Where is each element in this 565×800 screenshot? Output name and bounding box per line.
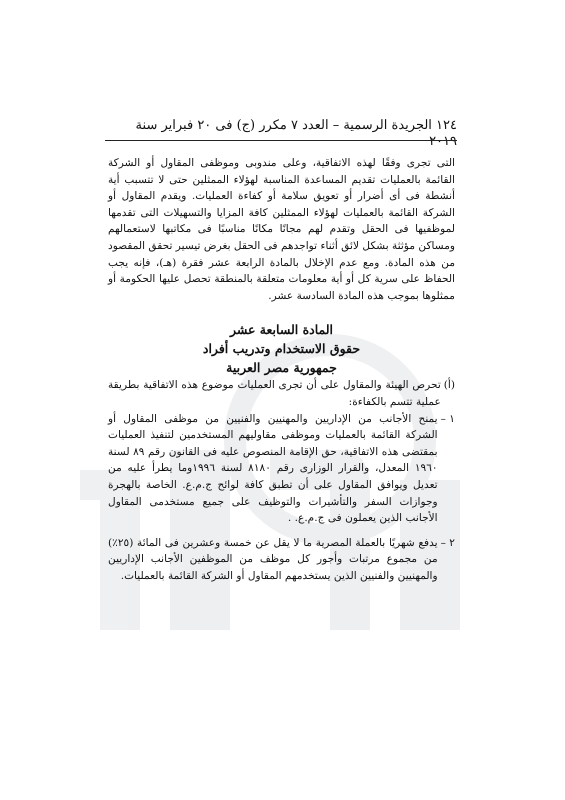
list-item-number: ٢ – <box>440 536 455 549</box>
list-item-text: يمنح الأجانب من الإداريين والمهنيين والفنيين من موظفى المقاول أو الشركة القائمة بالعمليات وموظفى مقاوليهم المستخدمين لتنفيذ العمليات بمقتضى هذه الاتفاقية، حق الإقامة المنصوص عليه فى القانون رقم ٨٩ لسنة ١٩٦٠ المعدل، والقرار الوزارى رقم ٨١٨٠ لسنة ١٩٩٦وما يطرأ عليه من تعديل ويوافق المقاول على أن تطبق كافة لوائح ج.م.ع. الخاصة بالهجرة وجوازات السفر والتأشيرات والتوظيف على جميع مستخدمى المقاول الأجانب الذين يعملون فى ج.م.ع. . <box>108 412 438 525</box>
list-item-text: يدفع شهريًا بالعملة المصرية ما لا يقل عن خمسة وعشرين فى المائة (٢٥٪) من مجموع مرتبات وأجور كل موظف من الموظفين الأجانب الإداريين والمهنيين والفنيين الذين يستخدمهم المقاول أو الشركة القائمة بالعمليات. <box>108 536 438 582</box>
intro-paragraph: التى تجرى وفقًا لهذه الاتفاقية، وعلى مندوبى وموظفى المقاول أو الشركة القائمة بالعمليات تقديم المساعدة المناسبة لهؤلاء الممثلين حتى لا تتسبب أية أنشطة فى أى أضرار أو تعويق سلامة أو كفاءة العمليات. ويقدم المقاول أو الشركة القائمة بالعمليات لهؤلاء الممثلين كافة المزايا والتسهيلات التى تقدمها لموظفيها فى الحقل وتقدم لهم مجانًا مكانًا مناسبًا فى مكاتبها لاستعمالهم ومساكن مؤثثة بشكل لائق أثناء تواجدهم فى الحقل بغرض تيسير تحقق المقصود من هذه المادة. ومع عدم الإخلال بالمادة الرابعة عشر فقرة (هـ)، فإنه يجب الحفاظ على سرية كل أو أية معلومات متعلقة بالمنطقة تحصل عليها الحكومة أو ممثلوها بموجب هذه المادة السادسة عشر. <box>108 157 455 302</box>
article-title-line1: حقوق الاستخدام وتدريب أفراد <box>202 341 361 357</box>
document-body <box>108 155 455 584</box>
clause-a-text: تحرص الهيئة والمقاول على أن تجرى العمليات موضوع هذه الاتفاقية بطريقة عملية تتسم بالكفاءة: <box>108 379 441 408</box>
page-header: ١٢٤ الجريدة الرسمية – العدد ٧ مكرر (ج) فى ٢٠ فبراير سنة ٢٠١٩ <box>135 118 457 149</box>
list-item <box>108 411 455 527</box>
list-item-number: ١ – <box>440 412 455 425</box>
list-item <box>108 535 455 585</box>
clause-a-label: (أ) <box>443 379 455 392</box>
article-title-line2: جمهورية مصر العربية <box>226 360 337 376</box>
header-divider <box>105 140 457 141</box>
article-number: المادة السابعة عشر <box>229 322 334 338</box>
clause-a <box>108 377 455 410</box>
